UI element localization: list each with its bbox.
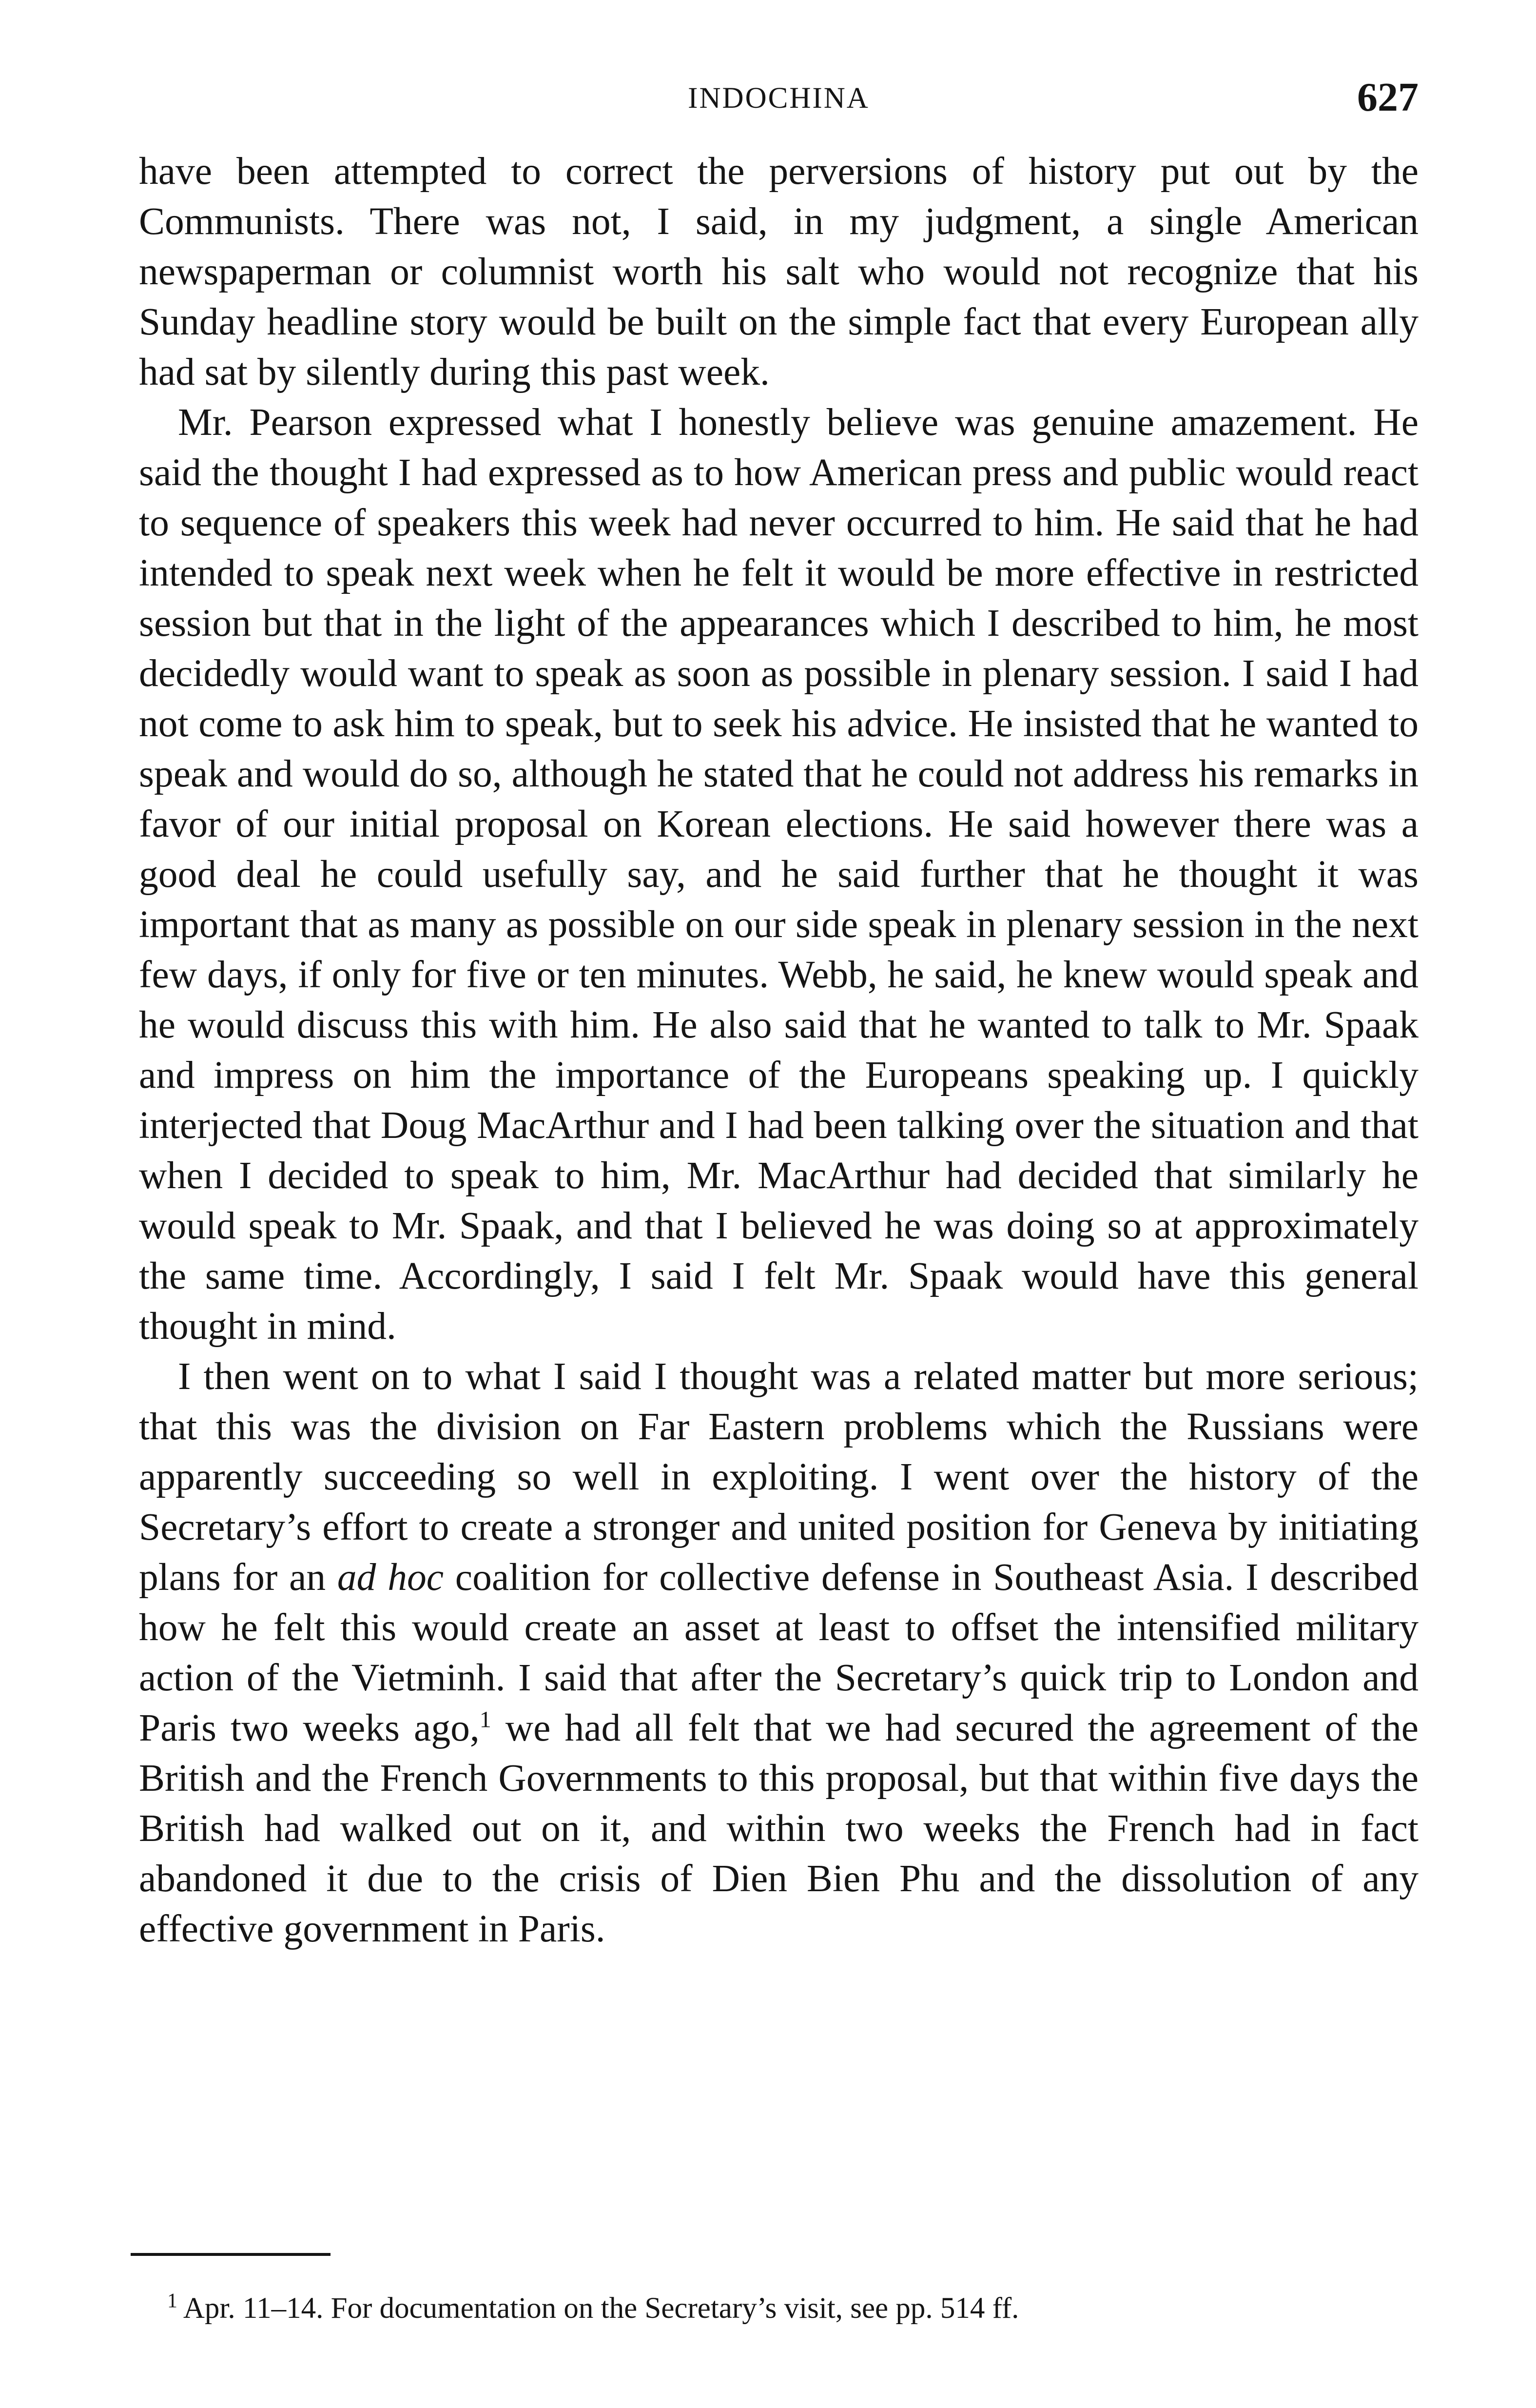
paragraph-3-part-2: coalition for collective defense in Southeast Asia. I described how he felt this would create an asset at least to offset the intensified military action of the Vietminh. I said that after the Secretary’s quick trip to London and Paris two weeks ago, [139,1556,1419,1749]
footnote-rule [131,2253,331,2256]
footnote-text: Apr. 11–14. For documentation on the Secretary’s visit, see pp. 514 ff. [177,2292,1019,2325]
footnote-marker: 1 [167,2290,177,2312]
footnote-reference: 1 [479,1706,491,1733]
italic-term: ad hoc [337,1556,444,1599]
paragraph-3 [139,1351,1419,1954]
paragraph-3-part-1: I then went on to what I said I thought was a related matter but more serious; that this was the division on Far Eastern problems which the Russians were apparently succeeding so well in exploiting. I went over the history of the Secretary’s effort to create a stronger and united position for Geneva by initiating plans for an [139,1355,1419,1599]
paragraph-1: have been attempted to correct the perversions of history put out by the Communists. There was not, I said, in my judgment, a single American newspaperman or columnist worth his salt who would not recognize that his Sunday headline story would be built on the simple fact that every European ally had sat by silently during this past week. [139,150,1419,393]
running-title: INDOCHINA [688,82,870,115]
footnote [167,2289,1019,2328]
page-number: 627 [1357,75,1419,120]
paragraph-3-part-3: we had all felt that we had secured the agreement of the British and the French Governments to this proposal, but that within five days the British had walked out on it, and within two weeks the French had in fact abandoned it due to the crisis of Dien Bien Phu and the dissolution of any effective government in Paris. [139,1706,1419,1950]
body-text [139,146,1419,1954]
running-head [139,73,1419,137]
paragraph-2: Mr. Pearson expressed what I honestly believe was genuine amazement. He said the thought I had expressed as to how American press and public would react to sequence of speakers this week had never occurred to him. He said that he had intended to speak next week when he felt it would be more effective in restricted session but that in the light of the appearances which I described to him, he most decidedly would want to speak as soon as possible in plenary session. I said I had not come to ask him to speak, but to seek his advice. He insisted that he wanted to speak and would do so, although he stated that he could not address his remarks in favor of our initial proposal on Korean elections. He said however there was a good deal he could usefully say, and he said further that he thought it was important that as many as possible on our side speak in plenary session in the next few days, if only for five or ten minutes. Webb, he said, he knew would speak and he would discuss this with him. He also said that he wanted to talk to Mr. Spaak and impress on him the importance of the Europeans speaking up. I quickly interjected that Doug MacArthur and I had been talking over the situation and that when I decided to speak to him, Mr. MacArthur had decided that similarly he would speak to Mr. Spaak, and that I believed he was doing so at approximately the same time. Accordingly, I said I felt Mr. Spaak would have this general thought in mind. [139,401,1419,1348]
